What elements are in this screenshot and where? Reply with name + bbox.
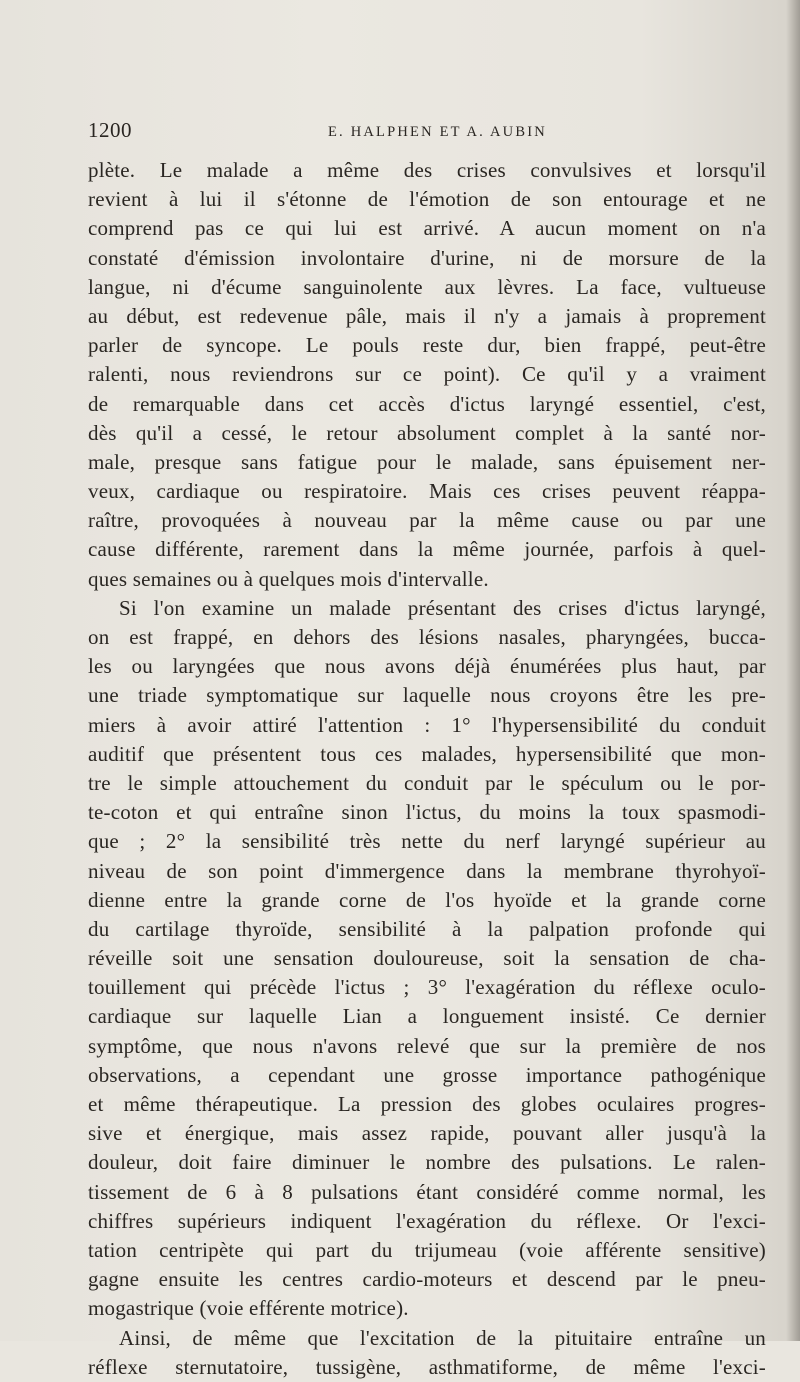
text-line: du cartilage thyroïde, sensibilité à la palpation profonde qui: [88, 916, 766, 941]
text-line: touillement qui précède l'ictus ; 3° l'exagération du réflexe oculo-: [88, 975, 766, 1000]
text-line: sive et énergique, mais assez rapide, pouvant aller jusqu'à la: [88, 1121, 766, 1146]
text-line: revient à lui il s'étonne de l'émotion de son entourage et ne: [88, 187, 766, 212]
text-line: langue, ni d'écume sanguinolente aux lèvres. La face, vultueuse: [88, 274, 766, 299]
text-line: cardiaque sur laquelle Lian a longuement insisté. Ce dernier: [88, 1004, 766, 1029]
text-line: réflexe sternutatoire, tussigène, asthmatiforme, de même l'exci-: [88, 1354, 766, 1379]
text-line: plète. Le malade a même des crises convulsives et lorsqu'il: [88, 158, 766, 182]
text-line: les ou laryngées que nous avons déjà énumérées plus haut, par: [88, 654, 766, 679]
text-line: au début, est redevenue pâle, mais il n'y a jamais à proprement: [88, 303, 766, 328]
text-line: niveau de son point d'immergence dans la membrane thyrohyoï-: [88, 858, 766, 883]
text-line: veux, cardiaque ou respiratoire. Mais ces crises peuvent réappa-: [88, 479, 766, 504]
text-line: chiffres supérieurs indiquent l'exagération du réflexe. Or l'exci-: [88, 1208, 766, 1233]
text-line: male, presque sans fatigue pour le malade, sans épuisement ner-: [88, 449, 766, 474]
text-line: tissement de 6 à 8 pulsations étant considéré comme normal, les: [88, 1179, 766, 1204]
text-line: raître, provoquées à nouveau par la même cause ou par une: [88, 508, 766, 533]
text-line: mogastrique (voie efférente motrice).: [88, 1296, 409, 1321]
text-line: Si l'on examine un malade présentant des crises d'ictus laryngé,: [119, 595, 766, 620]
text-line: réveille soit une sensation douloureuse, soit la sensation de cha-: [88, 946, 766, 971]
page-number: 1200: [88, 118, 132, 142]
text-line: et même thérapeutique. La pression des globes oculaires progres-: [88, 1092, 766, 1116]
text-line: symptôme, que nous n'avons relevé que sur la première de nos: [88, 1033, 766, 1058]
body-text: [88, 156, 766, 1382]
text-line: ralenti, nous reviendrons sur ce point). Ce qu'il y a vraiment: [88, 362, 766, 387]
running-head: E. HALPHEN ET A. AUBIN: [328, 124, 547, 140]
text-line: tation centripète qui part du trijumeau (voie afférente sensitive): [88, 1237, 766, 1262]
text-line: dienne entre la grande corne de l'os hyoïde et la grande corne: [88, 887, 766, 912]
text-line: que ; 2° la sensibilité très nette du nerf laryngé supérieur au: [88, 829, 766, 854]
text-line: comprend pas ce qui lui est arrivé. A aucun moment on n'a: [88, 216, 766, 241]
text-line: constaté d'émission involontaire d'urine, ni de morsure de la: [88, 245, 766, 270]
text-line: tre le simple attouchement du conduit par le spéculum ou le por-: [88, 770, 766, 795]
text-line: douleur, doit faire diminuer le nombre des pulsations. Le ralen-: [88, 1150, 766, 1175]
text-line: ques semaines ou à quelques mois d'intervalle.: [88, 566, 489, 591]
text-line: gagne ensuite les centres cardio-moteurs et descend par le pneu-: [88, 1267, 766, 1292]
text-line: cause différente, rarement dans la même journée, parfois à quel-: [88, 537, 766, 562]
text-line: une triade symptomatique sur laquelle nous croyons être les pre-: [88, 683, 766, 708]
text-line: parler de syncope. Le pouls reste dur, bien frappé, peut-être: [88, 333, 766, 358]
text-line: on est frappé, en dehors des lésions nasales, pharyngées, bucca-: [88, 625, 766, 649]
text-line: te-coton et qui entraîne sinon l'ictus, du moins la toux spasmodi-: [88, 800, 766, 825]
text-line: observations, a cependant une grosse importance pathogénique: [88, 1062, 766, 1087]
text-line: de remarquable dans cet accès d'ictus laryngé essentiel, c'est,: [88, 391, 766, 416]
text-line: dès qu'il a cessé, le retour absolument complet à la santé nor-: [88, 420, 766, 445]
text-line: Ainsi, de même que l'excitation de la pituitaire entraîne un: [119, 1325, 766, 1350]
text-line: auditif que présentent tous ces malades, hypersensibilité que mon-: [88, 741, 766, 766]
page-header: [88, 118, 768, 148]
page-edge-shadow: [786, 0, 800, 1341]
text-line: miers à avoir attiré l'attention : 1° l'hypersensibilité du conduit: [88, 712, 766, 737]
